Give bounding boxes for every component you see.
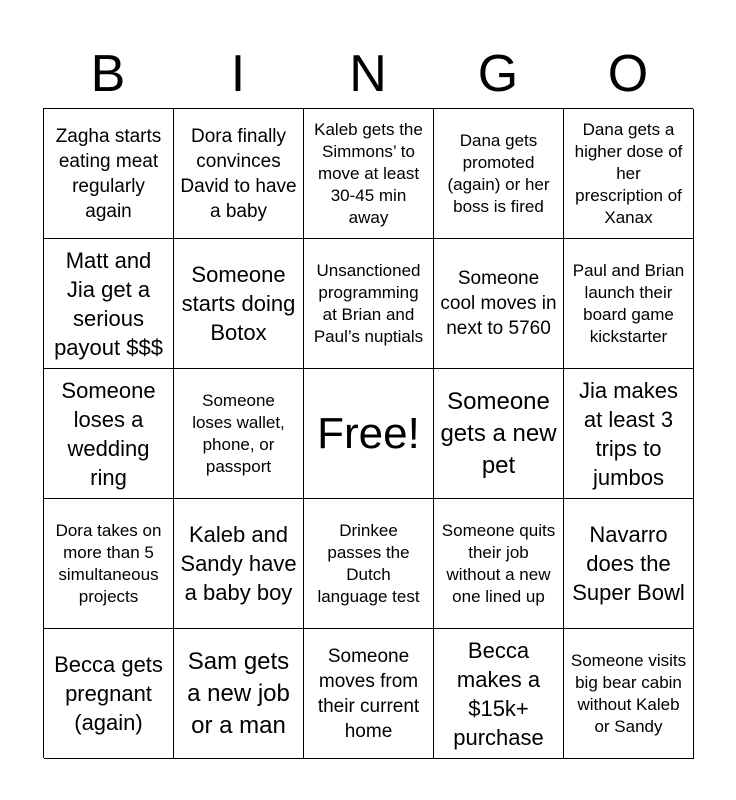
bingo-cell-r4-c4[interactable] [434,499,564,629]
cell-text: Zagha starts eating meat regularly again [55,125,162,222]
bingo-cell-r2-c2[interactable] [174,239,304,369]
bingo-cell-r5-c2[interactable] [174,629,304,759]
cell-text: Jia makes at least 3 trips to jumbos [578,377,679,490]
cell-text: Someone moves from their current home [317,645,420,742]
bingo-cell-r2-c1[interactable] [44,239,174,369]
bingo-cell-r3-c2[interactable] [174,369,304,499]
bingo-cell-r1-c3[interactable] [304,109,434,239]
header-letter-o: O [607,45,649,103]
bingo-cell-r4-c5[interactable] [564,499,694,629]
header-letter-b: B [90,45,126,103]
header-letter-n: N [349,45,387,103]
header-letter-g: G [477,45,519,103]
free-space-label: Free! [317,408,420,458]
cell-text: Dana gets promoted (again) or her boss is fired [447,130,550,216]
cell-text: Unsanctioned programming at Brian and Paul’s nuptials [313,260,424,346]
bingo-cell-r4-c2[interactable] [174,499,304,629]
cell-text: Someone quits their job without a new one lined up [441,520,556,606]
cell-text: Becca makes a $15k+ purchase [453,637,544,750]
cell-text: Dana gets a higher dose of her prescription of Xanax [574,119,683,227]
cell-text: Dora finally convinces David to have a baby [180,125,297,222]
cell-text: Navarro does the Super Bowl [572,522,685,605]
cell-text: Someone loses a wedding ring [61,377,156,490]
bingo-cell-r3-c1[interactable] [44,369,174,499]
bingo-header [43,40,693,108]
cell-text: Drinkee passes the Dutch language test [317,520,420,606]
cell-text: Someone starts doing Botox [181,262,296,345]
bingo-cell-r1-c4[interactable] [434,109,564,239]
bingo-cell-r2-c3[interactable] [304,239,434,369]
bingo-board [43,108,693,758]
bingo-cell-r4-c3[interactable] [304,499,434,629]
bingo-cell-r5-c3[interactable] [304,629,434,759]
bingo-cell-r2-c4[interactable] [434,239,564,369]
bingo-cell-r3-c5[interactable] [564,369,694,499]
header-letter-i: I [230,45,246,103]
bingo-cell-r5-c4[interactable] [434,629,564,759]
cell-text: Someone cool moves in next to 5760 [440,268,557,339]
cell-text: Dora takes on more than 5 simultaneous projects [55,520,162,606]
bingo-cell-r1-c2[interactable] [174,109,304,239]
cell-text: Becca gets pregnant (again) [54,652,163,735]
bingo-cell-r2-c5[interactable] [564,239,694,369]
bingo-cell-r1-c5[interactable] [564,109,694,239]
cell-text: Kaleb and Sandy have a baby boy [180,522,297,605]
cell-text: Someone gets a new pet [440,387,557,479]
bingo-cell-r4-c1[interactable] [44,499,174,629]
bingo-cell-r5-c5[interactable] [564,629,694,759]
cell-text: Someone loses wallet, phone, or passport [192,390,285,476]
bingo-cell-r5-c1[interactable] [44,629,174,759]
cell-text: Kaleb gets the Simmons’ to move at least 30-45 min away [314,119,423,227]
cell-text: Sam gets a new job or a man [187,647,290,739]
bingo-cell-free[interactable] [304,369,434,499]
cell-text: Someone visits big bear cabin without Kaleb or Sandy [570,650,687,736]
cell-text: Paul and Brian launch their board game kickstarter [572,260,685,346]
bingo-cell-r1-c1[interactable] [44,109,174,239]
cell-text: Matt and Jia get a serious payout $$$ [54,247,163,360]
bingo-cell-r3-c4[interactable] [434,369,564,499]
